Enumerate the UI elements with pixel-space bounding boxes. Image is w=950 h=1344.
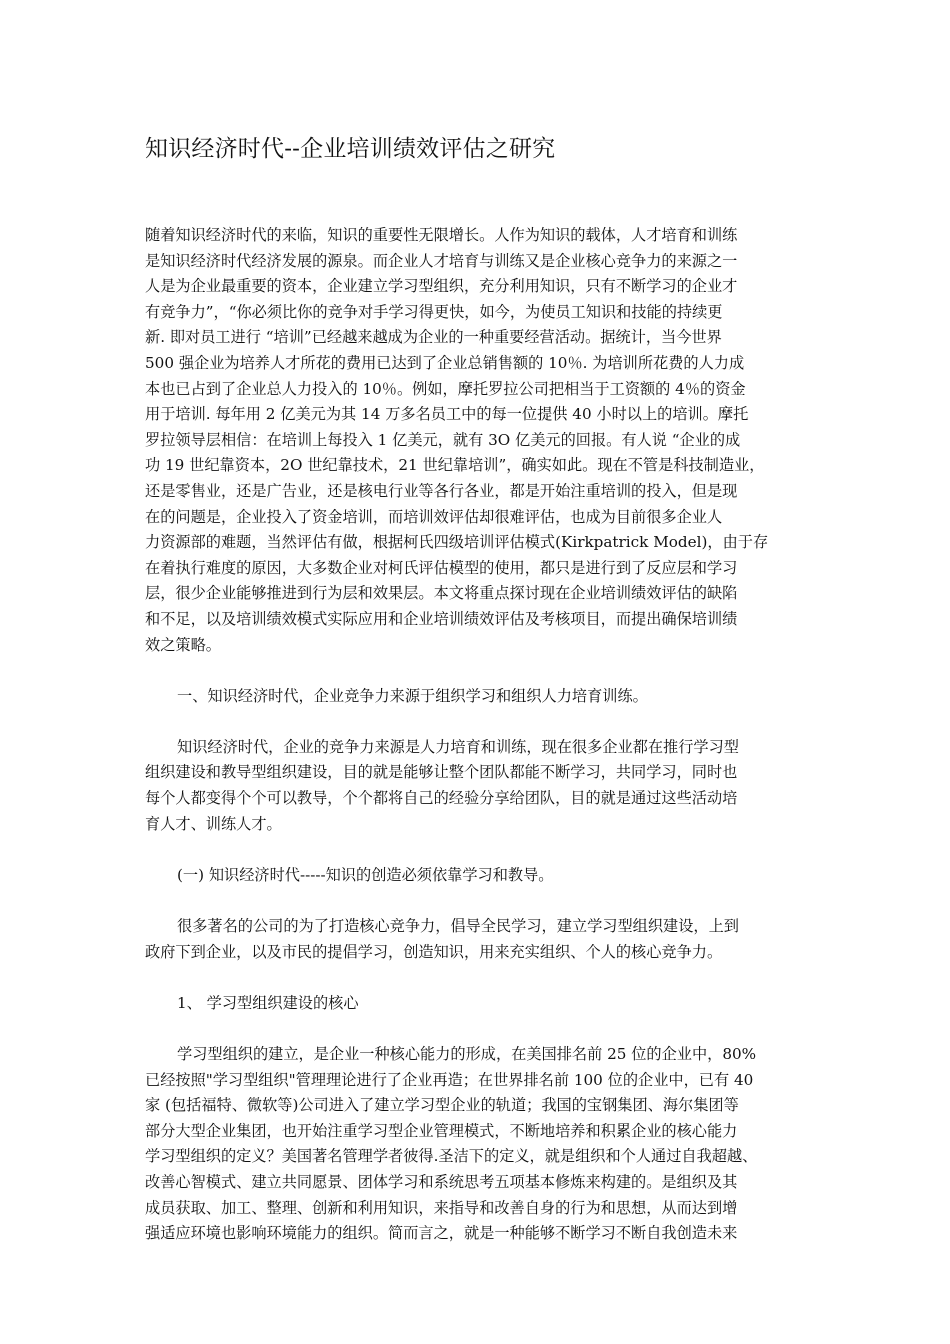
text-line: 学习型组织的定义？美国著名管理学者彼得.圣洁下的定义，就是组织和个人通过自我超越、 [145, 1147, 758, 1166]
text-line: 学习型组织的建立，是企业一种核心能力的形成，在美国排名前 25 位的企业中，80% [177, 1045, 757, 1063]
intro-paragraph [145, 223, 817, 658]
section-heading-2: (一) 知识经济时代-----知识的创造必须依靠学习和教导。 [177, 865, 554, 884]
text-line: 还是零售业，还是广告业，还是核电行业等各行各业，都是开始注重培训的投入，但是现 [145, 481, 738, 500]
text-line: 强适应环境也影响环境能力的组织。简而言之，就是一种能够不断学习不断自我创造未来 [145, 1224, 738, 1243]
text-line: 成员获取、加工、整理、创新和利用知识，来指导和改善自身的行为和思想，从而达到增 [145, 1198, 738, 1217]
text-line: 部分大型企业集团，也开始注重学习型企业管理模式，不断地培养和积累企业的核心能力 [145, 1121, 738, 1140]
paragraph-gap [145, 658, 817, 684]
document-title: 知识经济时代--企业培训绩效评估之研究 [145, 136, 556, 162]
paragraph-gap [145, 888, 817, 914]
text-line: 政府下到企业，以及市民的提倡学习，创造知识，用来充实组织、个人的核心竞争力。 [145, 942, 723, 961]
section-heading-3: 1、 学习型组织建设的核心 [177, 993, 359, 1012]
text-line: 改善心智模式、建立共同愿景、团体学习和系统思考五项基本修炼来构建的。是组织及其 [145, 1172, 738, 1191]
text-line: 每个人都变得个个可以教导，个个都将自己的经验分享给团队，目的就是通过这些活动培 [145, 789, 738, 808]
text-line: 已经按照"学习型组织"管理理论进行了企业再造；在世界排名前 100 位的企业中，已有 40 [145, 1070, 754, 1089]
text-line: 500 强企业为培养人才所花的费用已达到了企业总销售额的 10％. 为培训所花费的人力成 [145, 353, 745, 372]
text-line: 新. 即对员工进行 “培训”已经越来越成为企业的一种重要经营活动。据统计，当今世界 [145, 328, 722, 347]
text-line: 很多著名的公司的为了打造核心竞争力，倡导全民学习，建立学习型组织建设，上到 [177, 917, 739, 936]
text-line: 在着执行难度的原因，大多数企业对柯氏评估模型的使用，都只是进行到了反应层和学习 [145, 558, 738, 577]
text-line: 知识经济时代，企业的竞争力来源是人力培育和训练，现在很多企业都在推行学习型 [177, 737, 739, 756]
text-line: 和不足，以及培训绩效模式实际应用和企业培训绩效评估及考核项目，而提出确保培训绩 [145, 609, 738, 628]
text-line: 家 (包括福特、微软等)公司进入了建立学习型企业的轨道；我国的宝钢集团、海尔集团等 [145, 1096, 739, 1115]
section-heading-1: 一、知识经济时代，企业竞争力来源于组织学习和组织人力培育训练。 [177, 686, 648, 705]
text-line: 组织建设和教导型组织建设，目的就是能够让整个团队都能不断学习，共同学习，同时也 [145, 763, 738, 782]
text-line: 在的问题是，企业投入了资金培训，而培训效评估却很难评估，也成为目前很多企业人 [145, 507, 723, 526]
paragraph-gap [145, 709, 817, 735]
text-line: 育人才、训练人才。 [145, 814, 282, 833]
paragraph-gap [145, 1016, 817, 1042]
text-line: 有竞争力”，“你必须比你的竞争对手学习得更快，如今，为使员工知识和技能的持续更 [145, 302, 723, 321]
document-body [145, 223, 817, 1247]
section-3-paragraph [145, 1042, 817, 1247]
section-1-paragraph [145, 735, 817, 837]
paragraph-gap [145, 965, 817, 991]
paragraph-gap [145, 837, 817, 863]
text-line: 用于培训. 每年用 2 亿美元为其 14 万多名员工中的每一位提供 40 小时以上的培训。摩托 [145, 405, 749, 424]
text-line: 本也已占到了企业总人力投入的 10％。例如，摩托罗拉公司把相当于工资额的 4％的资金 [145, 379, 746, 398]
text-line: 效之策略。 [145, 635, 221, 654]
text-line: 是知识经济时代经济发展的源泉。而企业人才培育与训练又是企业核心竞争力的来源之一 [145, 251, 738, 270]
text-line: 层，很少企业能够推进到行为层和效果层。本文将重点探讨现在企业培训绩效评估的缺陷 [145, 584, 738, 603]
text-line: 人是为企业最重要的资本，企业建立学习型组织，充分利用知识，只有不断学习的企业才 [145, 277, 738, 296]
text-line: 功 19 世纪靠资本，2O 世纪靠技术，21 世纪靠培训”，确实如此。现在不管是科技制造业， [145, 456, 765, 475]
text-line: 随着知识经济时代的来临，知识的重要性无限增长。人作为知识的载体，人才培育和训练 [145, 226, 738, 244]
text-line: 罗拉领导层相信：在培训上每投入 1 亿美元，就有 3O 亿美元的回报。有人说 “企业的成 [145, 430, 741, 449]
section-2-paragraph [145, 914, 817, 965]
text-line: 力资源部的难题，当然评估有做，根据柯氏四级培训评估模式(Kirkpatrick Model)，由于存 [145, 533, 769, 552]
